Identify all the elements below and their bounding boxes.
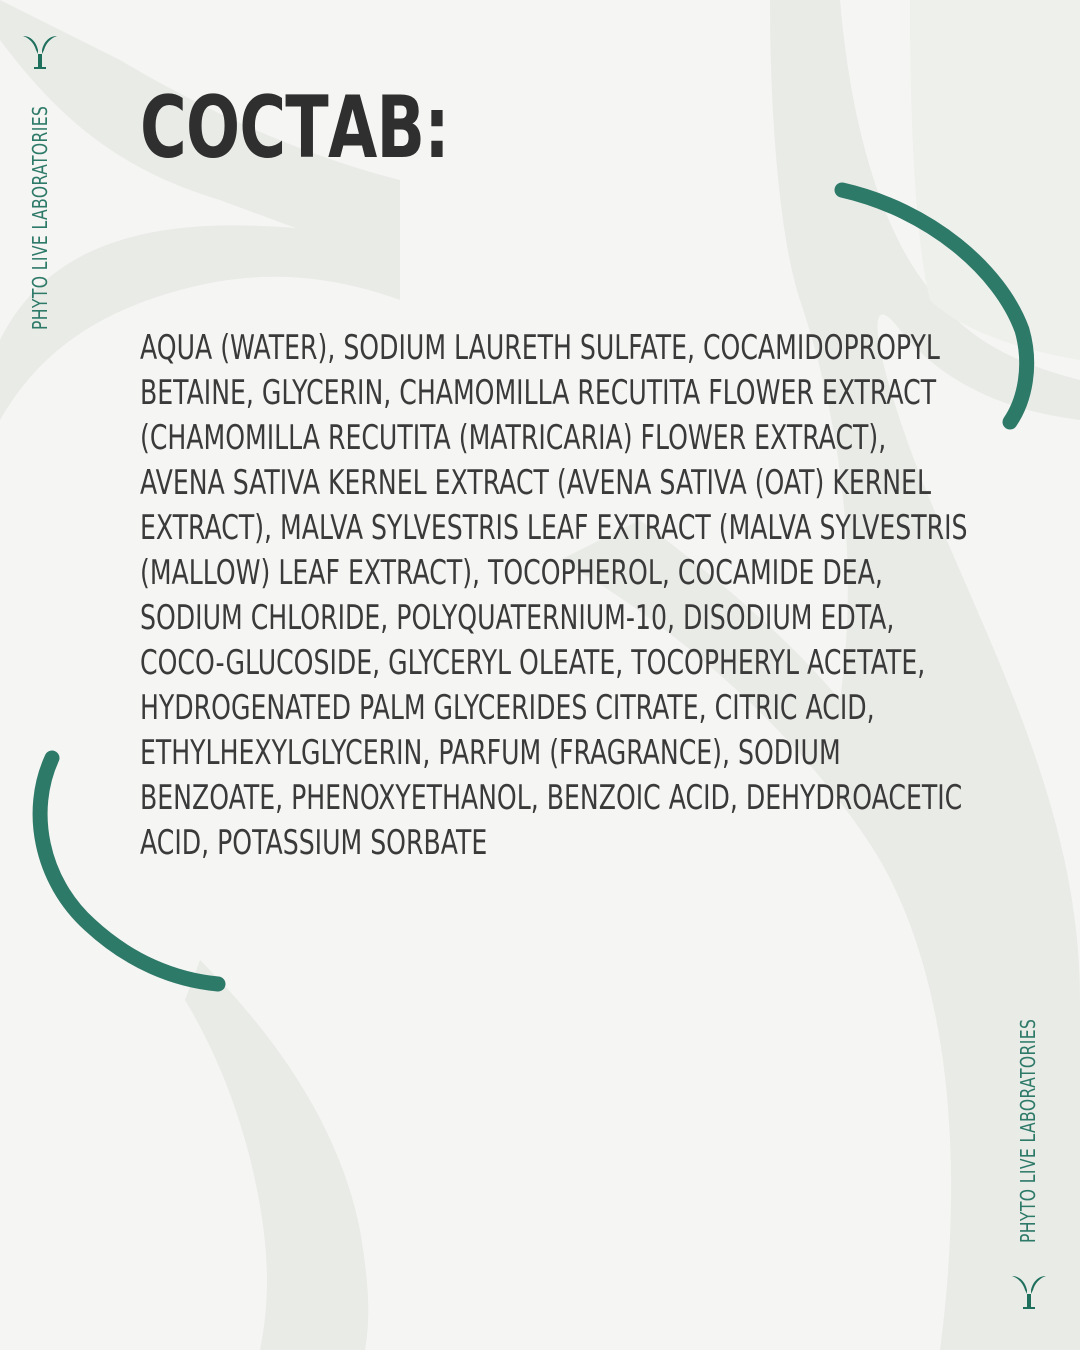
- ingredients-list: [140, 326, 998, 866]
- ingredients-line: ACID, POTASSIUM SORBATE: [140, 823, 488, 863]
- ingredients-line: (CHAMOMILLA RECUTITA (MATRICARIA) FLOWER EXTRACT),: [140, 418, 887, 458]
- ingredients-line: (MALLOW) LEAF EXTRACT), TOCOPHEROL, COCAMIDE DEA,: [140, 553, 883, 593]
- ingredients-line: BETAINE, GLYCERIN, CHAMOMILLA RECUTITA FLOWER EXTRACT: [140, 373, 937, 413]
- ingredients-line: ETHYLHEXYLGLYCERIN, PARFUM (FRAGRANCE), SODIUM: [140, 733, 841, 773]
- ingredients-line: BENZOATE, PHENOXYETHANOL, BENZOIC ACID, DEHYDROACETIC: [140, 778, 963, 818]
- brand-label-right: PHYTO LIVE LABORATORIES: [1016, 1018, 1040, 1243]
- ingredients-line: SODIUM CHLORIDE, POLYQUATERNIUM-10, DISODIUM EDTA,: [140, 598, 895, 638]
- ingredients-line: AVENA SATIVA KERNEL EXTRACT (AVENA SATIVA (OAT) KERNEL: [140, 463, 931, 503]
- ingredients-line: HYDROGENATED PALM GLYCERIDES CITRATE, CITRIC ACID,: [140, 688, 875, 728]
- brand-label-left: PHYTO LIVE LABORATORIES: [28, 105, 52, 331]
- watermark-bottom-left: [185, 960, 368, 1350]
- page-title: СОСТАВ:: [140, 78, 449, 178]
- y-monogram-icon: [1009, 1272, 1049, 1312]
- ingredients-line: AQUA (WATER), SODIUM LAURETH SULFATE, COCAMIDOPROPYL: [140, 328, 940, 368]
- ingredients-line: EXTRACT), MALVA SYLVESTRIS LEAF EXTRACT (MALVA SYLVESTRIS: [140, 508, 968, 548]
- ingredients-line: COCO-GLUCOSIDE, GLYCERYL OLEATE, TOCOPHERYL ACETATE,: [140, 643, 926, 683]
- y-monogram-icon: [20, 32, 60, 72]
